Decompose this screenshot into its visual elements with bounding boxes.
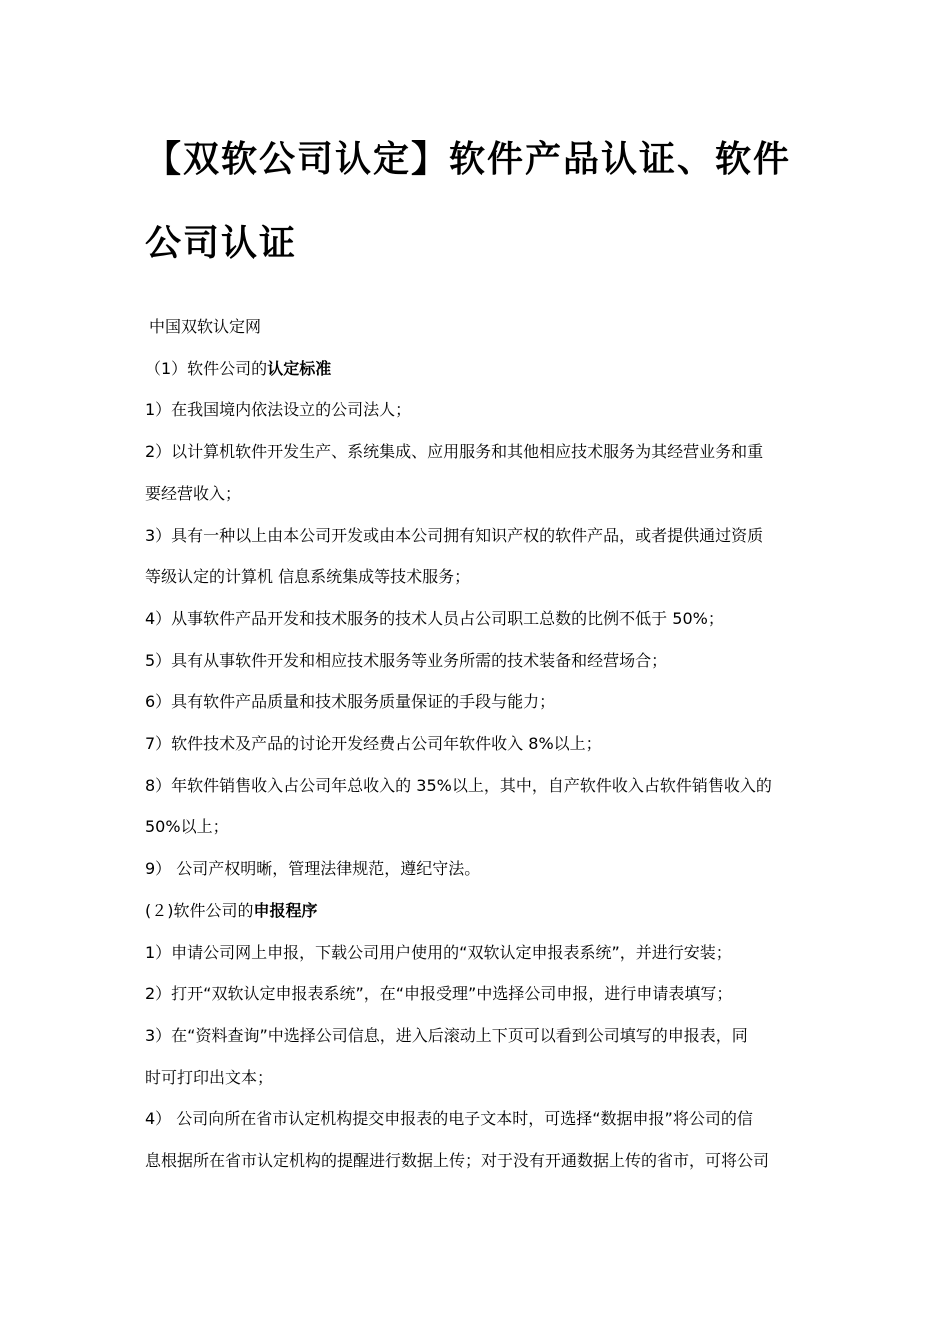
section2-item: 息根据所在省市认定机构的提醒进行数据上传；对于没有开通数据上传的省市，可将公司 — [145, 1151, 770, 1171]
section1-item: 等级认定的计算机 信息系统集成等技术服务； — [145, 567, 471, 587]
section1-item: 2）以计算机软件开发生产、系统集成、应用服务和其他相应技术服务为其经营业务和重 — [145, 442, 764, 462]
document-body — [145, 306, 815, 1182]
section2-heading — [145, 890, 815, 932]
section2-item: 1）申请公司网上申报，下载公司用户使用的“双软认定申报表系统”，并进行安装； — [145, 942, 732, 962]
section2-item: 3）在“资料查询”中选择公司信息，进入后滚动上下页可以看到公司填写的申报表，同 — [145, 1025, 748, 1045]
document-title: 【双软公司认定】软件产品认证、软件公司认证 — [145, 139, 792, 264]
section1-item: 3）具有一种以上由本公司开发或由本公司拥有知识产权的软件产品，或者提供通过资质 — [145, 525, 764, 545]
section1-item: 1）在我国境内依法设立的公司法人； — [145, 400, 412, 420]
section2-heading-bold: 申报程序 — [253, 900, 318, 920]
section1-item: 7）软件技术及产品的讨论开发经费占公司年软件收入 8%以上； — [145, 734, 602, 754]
section1-item: 8）年软件销售收入占公司年总收入的 35%以上，其中，自产软件收入占软件销售收入的 — [145, 775, 772, 795]
section1-heading-bold: 认定标准 — [267, 358, 332, 378]
section1-item: 50%以上； — [145, 817, 229, 837]
section2-item: 2）打开“双软认定申报表系统”，在“申报受理”中选择公司申报，进行申请表填写； — [145, 984, 733, 1004]
section1-heading — [145, 348, 815, 390]
section1-item: 4）从事软件产品开发和技术服务的技术人员占公司职工总数的比例不低于 50%； — [145, 608, 724, 628]
section1-item: 5）具有从事软件开发和相应技术服务等业务所需的技术装备和经营场合； — [145, 650, 668, 670]
section1-item: 要经营收入； — [145, 483, 242, 503]
source-line: 中国双软认定网 — [149, 317, 262, 336]
section2-item: 时可打印出文本； — [145, 1067, 274, 1087]
section2-item: 4） 公司向所在省市认定机构提交申报表的电子文本时，可选择“数据申报”将公司的信 — [145, 1109, 753, 1129]
section1-item: 6）具有软件产品质量和技术服务质量保证的手段与能力； — [145, 692, 556, 712]
section2-heading-prefix: (２)软件公司的 — [145, 900, 254, 920]
section1-heading-prefix: （1）软件公司的 — [145, 358, 268, 378]
section1-item: 9） 公司产权明晰，管理法律规范，遵纪守法。 — [145, 859, 481, 879]
